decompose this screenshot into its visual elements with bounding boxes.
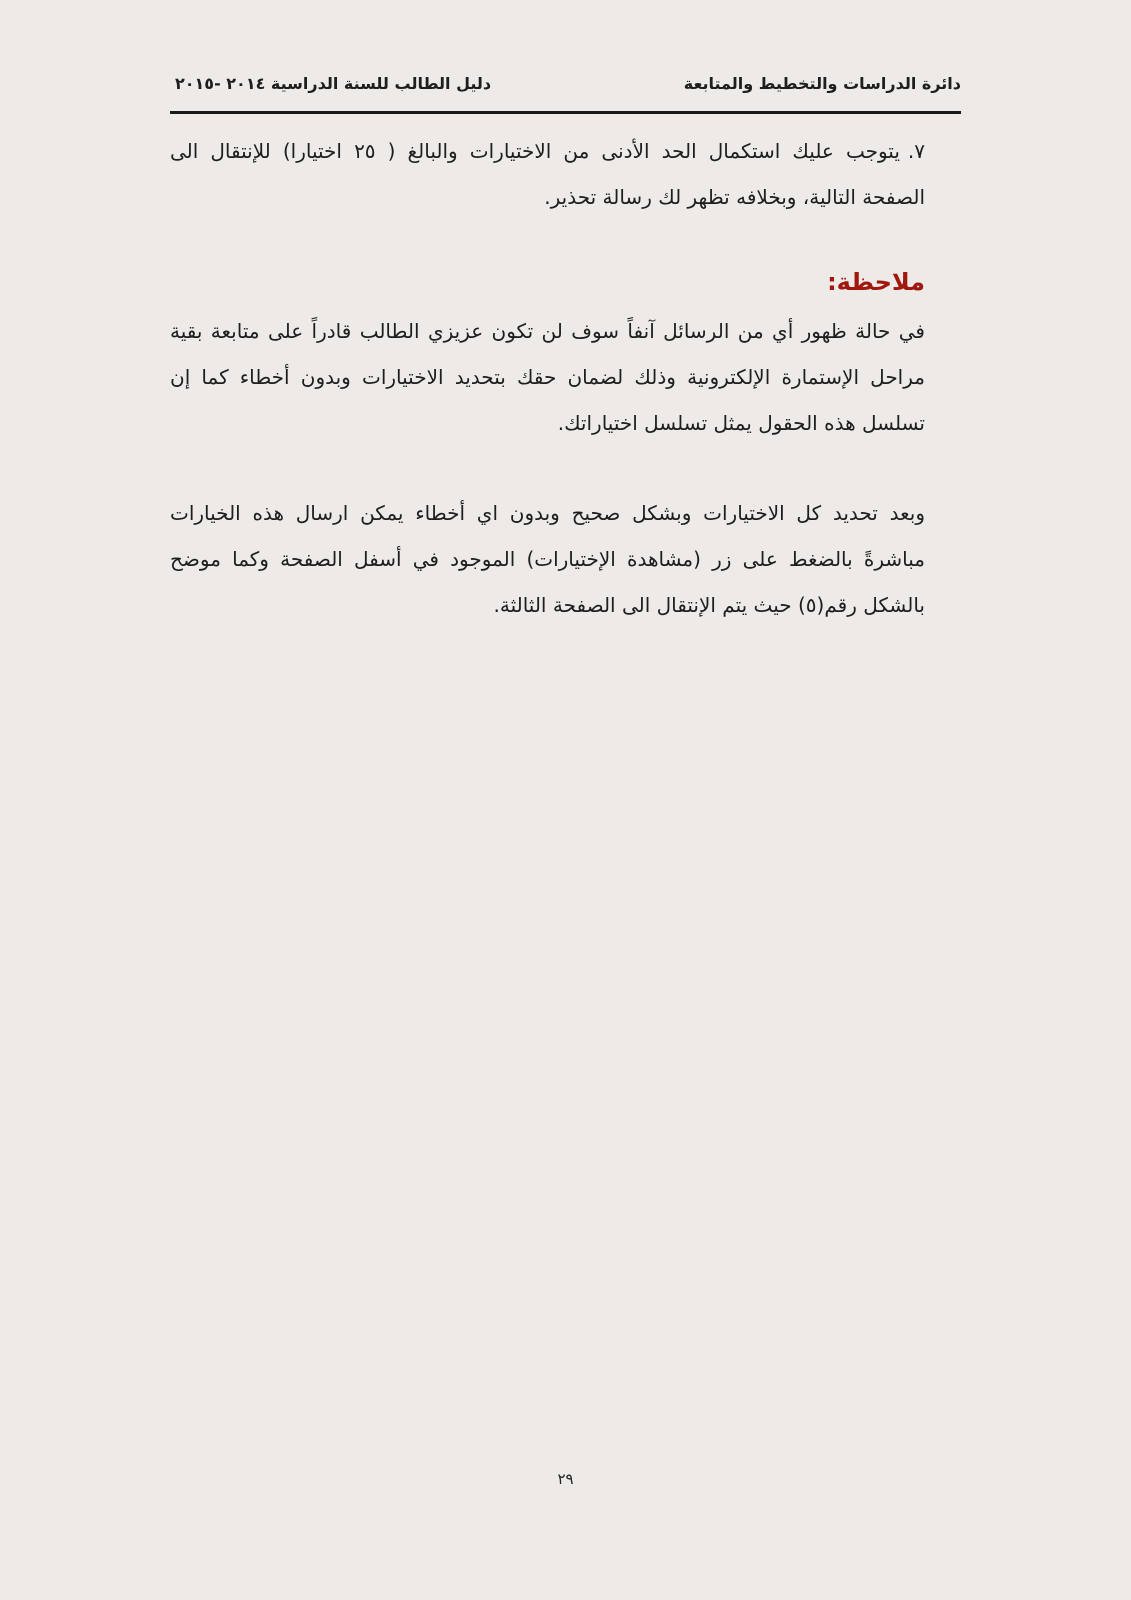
list-item-number: ٧. <box>907 139 925 163</box>
list-item-7 <box>170 128 925 220</box>
note-body: في حالة ظهور أي من الرسائل آنفاً سوف لن تكون عزيزي الطالب قادراً على متابعة بقية مراحل الإستمارة الإلكترونية وذلك لضمان حقك بتحديد الاختيارات وبدون أخطاء كما إن تسلسل هذه الحقول يمثل تسلسل اختياراتك. <box>170 319 925 435</box>
final-paragraph: وبعد تحديد كل الاختيارات وبشكل صحيح وبدون اي أخطاء يمكن ارسال هذه الخيارات مباشرةً بالضغط على زر (مشاهدة الإختيارات) الموجود في أسفل الصفحة وكما موضح بالشكل رقم(٥) حيث يتم الإنتقال الى الصفحة الثالثة. <box>170 501 925 617</box>
note-heading: ملاحظة: <box>827 268 925 296</box>
list-item-text: يتوجب عليك استكمال الحد الأدنى من الاختيارات والبالغ ( ٢٥ اختيارا) للإنتقال الى الصفحة التالية، وبخلافه تظهر لك رسالة تحذير. <box>170 139 925 209</box>
page-header <box>170 70 961 114</box>
page-number: ٢٩ <box>557 1470 574 1488</box>
header-department: دائرة الدراسات والتخطيط والمتابعة <box>683 74 961 93</box>
header-guide-title: دليل الطالب للسنة الدراسية ٢٠١٤ -٢٠١٥ <box>175 74 492 93</box>
page-content <box>170 128 925 628</box>
